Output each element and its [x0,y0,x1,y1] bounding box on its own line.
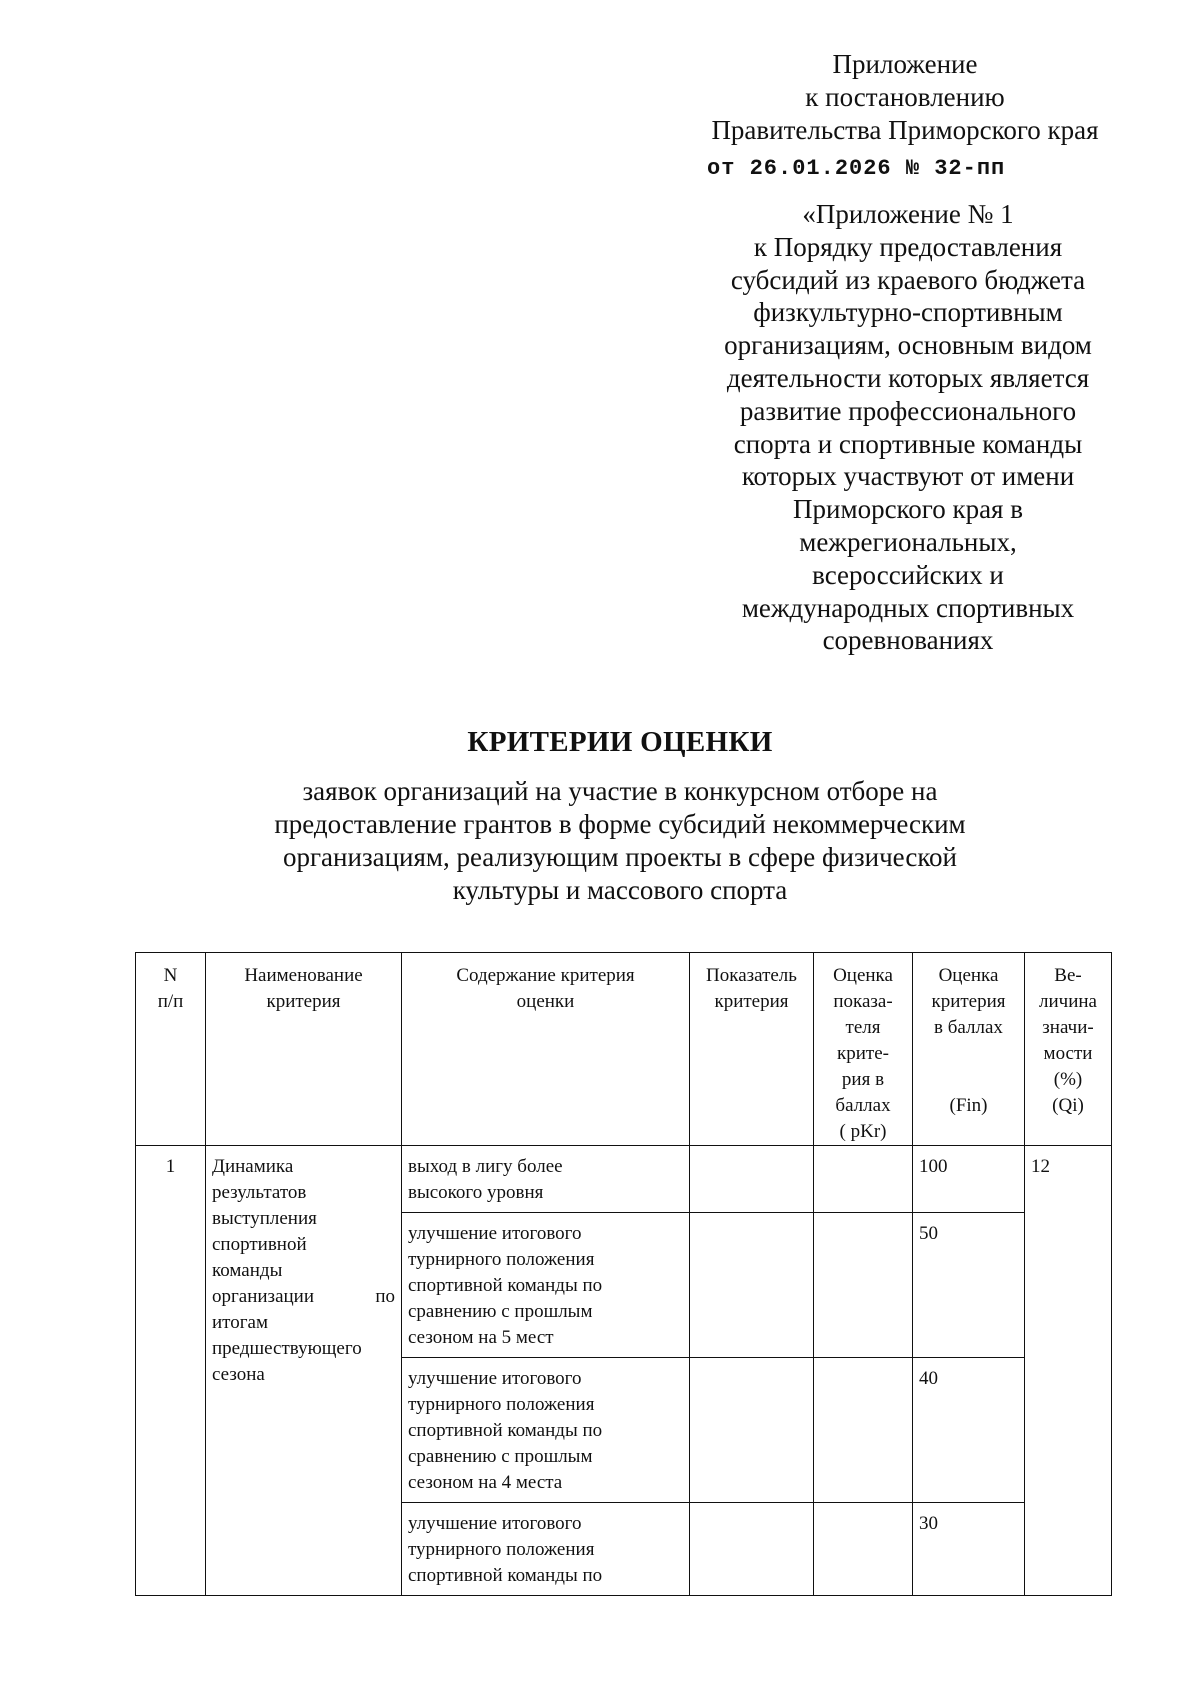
criterion-indicator [690,1146,814,1213]
criterion-content [402,1213,690,1358]
order-line: спорта и спортивные команды [733,428,1083,459]
order-appendix-block [690,198,1126,657]
criterion-name-word: организации [212,1286,315,1307]
criterion-score-fin: 50 [913,1213,1025,1358]
date-number-stamp: от 26.01.2026 № 32-пп [707,156,1006,181]
criterion-name-line: итогам [212,1312,268,1333]
order-line: к Порядку предоставления [753,231,1063,262]
content-line: улучшение итогового [408,1223,582,1244]
appendix-line: Правительства Приморского края [711,115,1099,145]
document-title: КРИТЕРИИ ОЦЕНКИ [467,726,773,758]
indicator-score-pkr [814,1358,913,1503]
order-line: соревнованиях [822,625,994,656]
order-line: организациям, основным видом [724,330,1092,361]
criterion-name-line: команды [212,1260,283,1281]
criterion-name-line: спортивной [212,1234,307,1255]
content-line: сезоном на 5 мест [408,1327,554,1348]
order-line: физкультурно-спортивным [753,297,1063,328]
content-line: турнирного положения [408,1249,595,1270]
order-line: Приморского края в [793,494,1023,525]
criterion-name [206,1146,402,1596]
criterion-score-fin: 100 [913,1146,1025,1213]
header-name: Наименование критерия [206,953,402,1146]
content-line: улучшение итогового [408,1513,582,1534]
header-content: Содержание критерия оценки [402,953,690,1146]
criterion-content [402,1503,690,1596]
criterion-indicator [690,1213,814,1358]
criterion-indicator [690,1503,814,1596]
indicator-score-pkr [814,1503,913,1596]
order-line: деятельности которых является [726,362,1090,393]
order-line: которых участвуют от имени [741,461,1075,492]
subtitle-line: заявок организаций на участие в конкурсном отборе на [302,776,938,806]
subtitle-line: организациям, реализующим проекты в сфере физической [282,842,958,872]
content-line: спортивной команды по [408,1565,603,1586]
criterion-name-justified-line [212,1284,395,1310]
criterion-indicator [690,1358,814,1503]
criterion-name-line: сезона [212,1364,265,1385]
criterion-name-line: результатов [212,1182,307,1203]
content-line: высокого уровня [408,1182,544,1203]
appendix-line: к постановлению [805,82,1005,112]
criterion-content [402,1146,690,1213]
criterion-weight-qi: 12 [1025,1146,1112,1596]
criterion-name-line: выступления [212,1208,317,1229]
content-line: сезоном на 4 места [408,1472,563,1493]
appendix-header [690,48,1120,147]
order-line: «Приложение № 1 [802,199,1014,229]
order-line: субсидий из краевого бюджета [730,264,1086,295]
criterion-score-fin: 40 [913,1358,1025,1503]
table-row [136,1146,1112,1213]
header-pkr: Оценка показа- теля крите- рия в баллах ( pKr) [814,953,913,1146]
content-line: турнирного положения [408,1394,595,1415]
content-line: улучшение итогового [408,1368,582,1389]
order-line: международных спортивных [741,592,1075,623]
subtitle-line: культуры и массового спорта [452,875,788,905]
header-fin: Оценка критерия в баллах (Fin) [913,953,1025,1146]
content-line: сравнению с прошлым [408,1446,593,1467]
content-line: турнирного положения [408,1539,595,1560]
indicator-score-pkr [814,1146,913,1213]
criterion-name-line: Динамика [212,1156,294,1177]
content-line: сравнению с прошлым [408,1301,593,1322]
order-line: всероссийских и [812,559,1004,590]
table-header-row [136,953,1112,1146]
criteria-table [135,952,1112,1596]
order-line: межрегиональных, [799,526,1017,557]
content-line: спортивной команды по [408,1420,603,1441]
indicator-score-pkr [814,1213,913,1358]
document-subtitle [0,775,1200,907]
header-qi: Ве- личина значи- мости (%) (Qi) [1025,953,1112,1146]
criterion-name-line: предшествующего [212,1338,362,1359]
criterion-name-word: по [375,1286,395,1307]
content-line: выход в лигу более [408,1156,563,1177]
subtitle-line: предоставление грантов в форме субсидий некоммерческим [274,809,966,839]
header-indicator: Показатель критерия [690,953,814,1146]
criterion-content [402,1358,690,1503]
appendix-line: Приложение [832,49,978,79]
header-num: N п/п [136,953,206,1146]
content-line: спортивной команды по [408,1275,603,1296]
criterion-score-fin: 30 [913,1503,1025,1596]
criterion-number: 1 [136,1146,206,1596]
order-line: развитие профессионального [739,395,1077,426]
